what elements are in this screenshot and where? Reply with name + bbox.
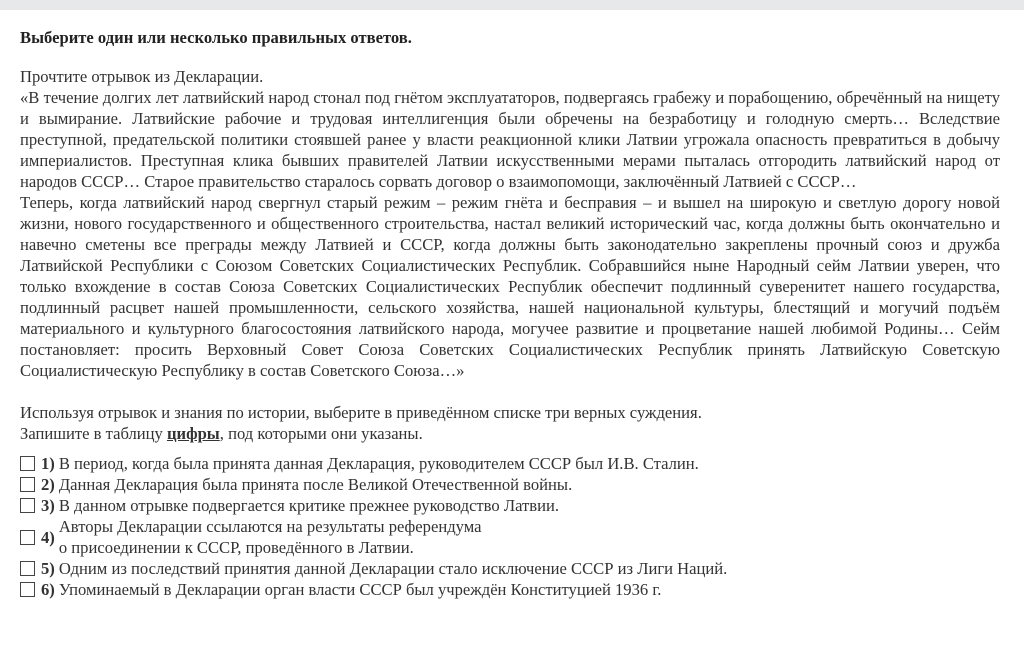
option-4-checkbox[interactable] xyxy=(20,530,35,545)
option-5 xyxy=(20,558,1000,579)
question-line-2-end: , под которыми они указаны. xyxy=(219,424,423,443)
option-2-number: 2) xyxy=(41,475,55,494)
option-4-text xyxy=(59,516,1000,558)
option-1-number: 1) xyxy=(41,454,55,473)
option-1-checkbox[interactable] xyxy=(20,456,35,471)
task-content xyxy=(20,27,1000,600)
option-3 xyxy=(20,495,1000,516)
passage-paragraph-1: «В течение долгих лет латвийский народ стонал под гнётом эксплуататоров, подвергаясь грабежу и порабощению, обречённый на нищету и вымирание. Латвийские рабочие и трудовая интеллигенция были обречены на безработицу и голодную смерть… Вследствие преступной, предательской политики стоявшей ранее у власти реакционной клики Латвии угрожала опасность превратиться в добычу империалистов. Преступная клика бывших правителей Латвии искусственными мерами пыталась отгородить латвийский народ от народов СССР… Старое правительство старалось сорвать договор о взаимопомощи, заключённый Латвией с СССР… xyxy=(20,88,1000,191)
question-line-2-start: Запишите в таблицу xyxy=(20,424,167,443)
option-4 xyxy=(20,516,1000,558)
option-4-text-line-1: Авторы Декларации ссылаются на результаты референдума xyxy=(58,517,482,536)
task-instruction: Выберите один или несколько правильных ответов. xyxy=(20,28,412,47)
option-2 xyxy=(20,474,1000,495)
top-strip xyxy=(0,0,1024,10)
option-1 xyxy=(20,453,1000,474)
option-6 xyxy=(20,579,1000,600)
option-5-number: 5) xyxy=(41,559,55,578)
option-1-text: В период, когда была принята данная Декларация, руководителем СССР был И.В. Сталин. xyxy=(58,454,699,473)
option-2-checkbox[interactable] xyxy=(20,477,35,492)
option-6-text: Упоминаемый в Декларации орган власти СССР был учреждён Конституцией 1936 г. xyxy=(58,580,662,599)
option-4-text-line-2: о присоединении к СССР, проведённого в Латвии. xyxy=(58,538,414,557)
option-4-number: 4) xyxy=(41,527,55,547)
option-3-text: В данном отрывке подвергается критике прежнее руководство Латвии. xyxy=(58,496,560,515)
question-text xyxy=(20,402,1000,444)
question-emphasis: цифры xyxy=(166,424,220,443)
passage-intro: Прочтите отрывок из Декларации. xyxy=(20,67,264,86)
option-3-number: 3) xyxy=(41,496,55,515)
answer-options xyxy=(20,453,1000,600)
option-6-number: 6) xyxy=(41,580,55,599)
passage-paragraph-2: Теперь, когда латвийский народ свергнул старый режим – режим гнёта и бесправия – и вышел на широкую и светлую дорогу новой жизни, нового государственного и общественного строительства, настал великий исторический час, когда должны быть окончательно и навечно сметены все преграды между Латвией и СССР, когда должны быть законодательно закреплены прочный союз и дружба Латвийской Республики с Союзом Советских Социалистических Республик. Собравшийся ныне Народный сейм Латвии уверен, что только вхождение в состав Союза Советских Социалистических Республик обеспечит подлинный суверенитет нашего государства, подлинный расцвет нашей промышленности, сельского хозяйства, нашей национальной культуры, блестящий и могучий подъём материального и культурного благосостояния латвийского народа, могучее развитие и процветание нашей любимой Родины… Сейм постановляет: просить Верховный Совет Союза Советских Социалистических Республик принять Латвийскую Советскую Социалистическую Республику в состав Советского Союза…» xyxy=(20,193,1000,380)
option-6-checkbox[interactable] xyxy=(20,582,35,597)
option-5-text: Одним из последствий принятия данной Декларации стало исключение СССР из Лиги Наций. xyxy=(58,559,728,578)
question-line-2 xyxy=(20,423,1000,444)
option-5-checkbox[interactable] xyxy=(20,561,35,576)
option-2-text: Данная Декларация была принята после Великой Отечественной войны. xyxy=(58,475,573,494)
option-3-checkbox[interactable] xyxy=(20,498,35,513)
declaration-passage xyxy=(20,66,1000,381)
question-line-1: Используя отрывок и знания по истории, выберите в приведённом списке три верных суждения. xyxy=(20,403,702,422)
